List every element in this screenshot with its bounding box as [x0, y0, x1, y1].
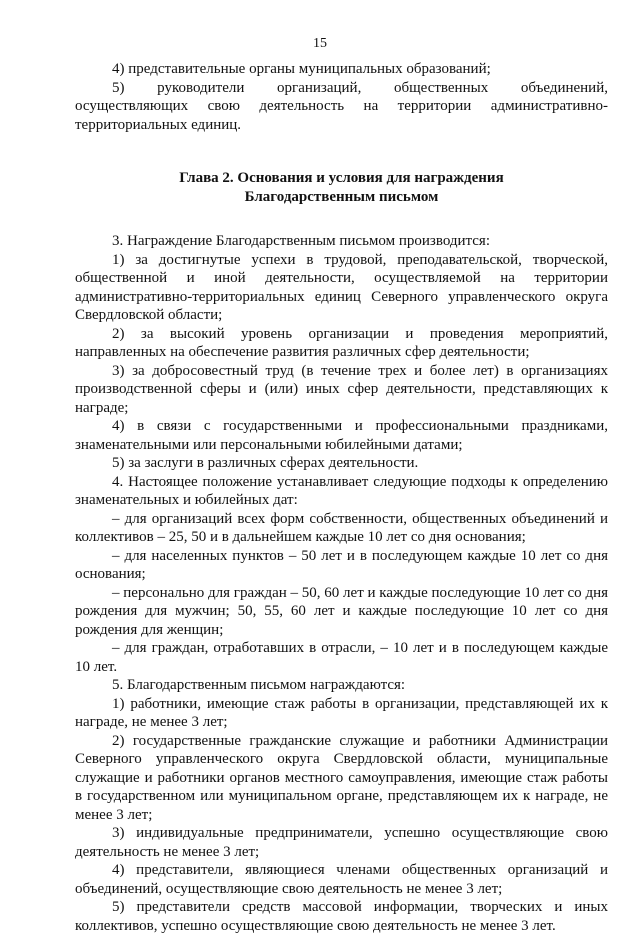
paragraph-item-3-5: 5) за заслуги в различных сферах деятельности. [112, 455, 419, 471]
page-number: 15 [313, 36, 327, 51]
paragraph-item-3-1: 1) за достигнутые успехи в трудовой, преподавательской, творческой, общественной и иной деятельности, осуществляемой на территории административно-территориальных единиц Северного управленческого округа Свердловской области; [75, 251, 608, 323]
paragraph-dates-settlements: – для населенных пунктов – 50 лет и в последующем каждые 10 лет со дня основания; [75, 547, 608, 582]
paragraph-item-3-4: 4) в связи с государственными и профессиональными праздниками, знаменательными или персональными юбилейными датами; [75, 418, 608, 453]
paragraph-dates-personal: – персонально для граждан – 50, 60 лет и каждые последующие 10 лет со дня рождения для мужчин; 50, 55, 60 лет и каждые последующие 10 лет со дня рождения для женщин; [75, 584, 608, 638]
paragraph-item-5-4: 4) представители, являющиеся членами общественных организаций и объединений, осуществляющие свою деятельность не менее 3 лет; [75, 862, 608, 897]
paragraph-item-5-1: 1) работники, имеющие стаж работы в организации, представляющей их к награде, не менее 3 лет; [75, 695, 608, 730]
chapter-title-line-2: Благодарственным письмом [244, 188, 439, 205]
paragraph-dates-industry: – для граждан, отработавших в отрасли, – 10 лет и в последующем каждые 10 лет. [75, 640, 608, 675]
page-content [75, 60, 608, 935]
paragraph-item-3-2: 2) за высокий уровень организации и проведения мероприятий, направленных на обеспечение развития различных сфер деятельности; [75, 325, 608, 360]
chapter-title-line-1: Глава 2. Основания и условия для награждения [179, 170, 504, 186]
paragraph-item-5: 5. Благодарственным письмом награждаются: [112, 677, 406, 693]
paragraph-item-5-5: 5) представители средств массовой информации, творческих и иных коллективов, успешно осуществляющие свою деятельность не менее 3 лет. [75, 899, 608, 934]
paragraph-representative-bodies: 4) представительные органы муниципальных образований; [112, 61, 491, 77]
paragraph-item-3-3: 3) за добросовестный труд (в течение трех и более лет) в организациях производственной сферы и (или) иных сфер деятельности, представляющих к награде; [75, 362, 608, 416]
paragraph-item-5-3: 3) индивидуальные предприниматели, успешно осуществляющие свою деятельность не менее 3 лет; [75, 825, 608, 860]
paragraph-organization-heads: 5) руководители организаций, общественных объединений, осуществляющих свою деятельность на территории административно-территориальных единиц. [75, 79, 608, 133]
paragraph-dates-organizations: – для организаций всех форм собственности, общественных объединений и коллективов – 25, 50 и в дальнейшем каждые 10 лет со дня основания; [75, 510, 608, 545]
paragraph-item-5-2: 2) государственные гражданские служащие и работники Администрации Северного управленческого округа Свердловской области, муниципальные служащие и работники органов местного самоуправления, имеющие стаж работы в государственном или муниципальном органе, представляющем их к награде, не менее 3 лет; [75, 732, 608, 823]
paragraph-item-4: 4. Настоящее положение устанавливает следующие подходы к определению знаменательных и юбилейных дат: [75, 473, 608, 508]
chapter-heading [75, 169, 608, 206]
paragraph-item-3: 3. Награждение Благодарственным письмом производится: [112, 233, 491, 249]
